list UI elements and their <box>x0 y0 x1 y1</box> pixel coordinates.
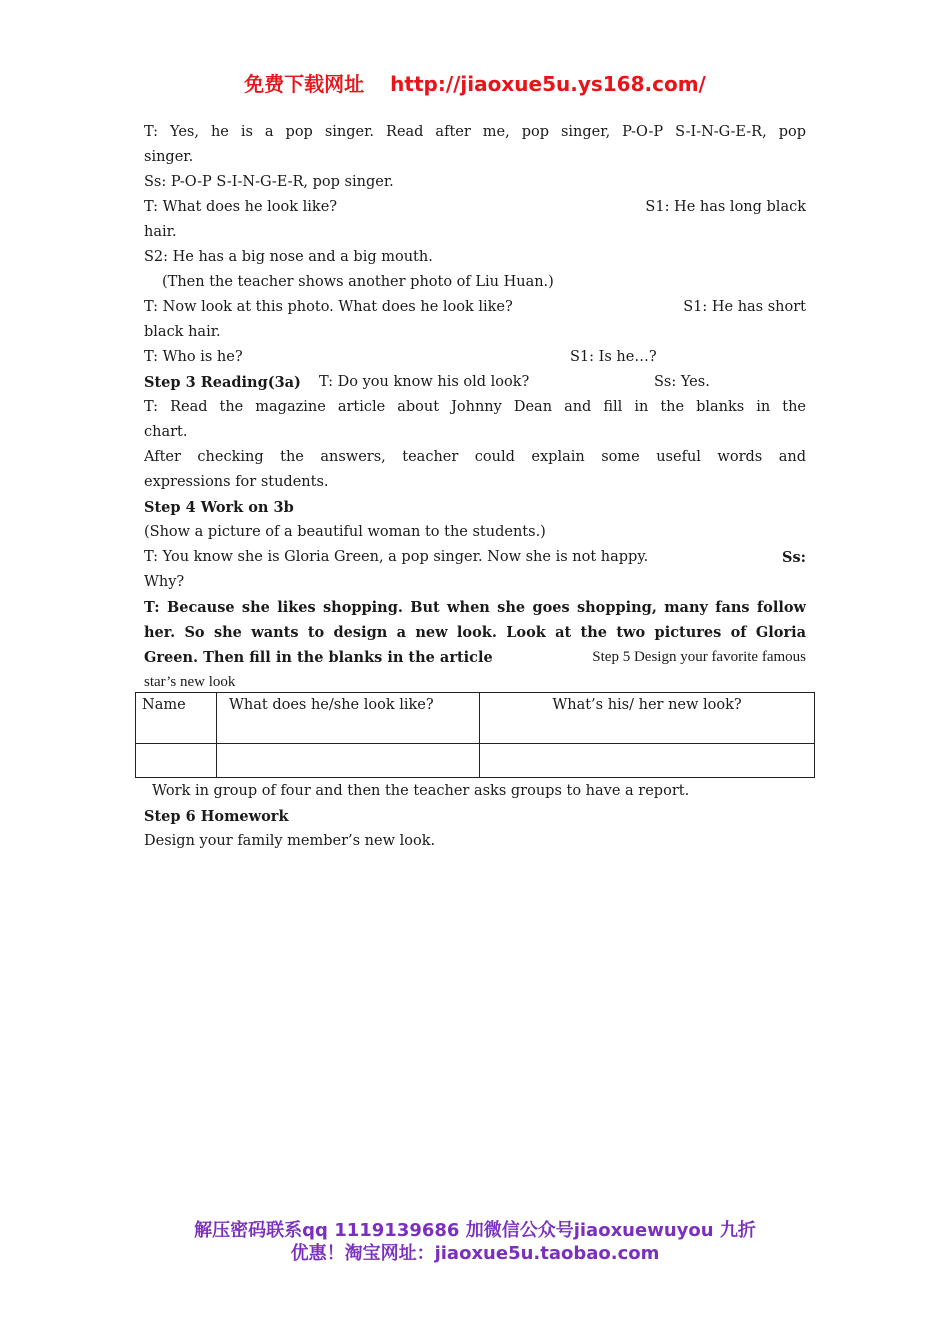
header-url[interactable]: http://jiaoxue5u.ys168.com/ <box>390 72 706 96</box>
text-line: Ss: P-O-P S-I-N-G-E-R, pop singer. <box>144 174 394 190</box>
teacher-question: T: Do you know his old look? <box>319 374 530 390</box>
text-line: chart. <box>144 424 188 440</box>
step-heading: Step 3 Reading(3a) <box>144 374 301 391</box>
text-line <box>144 345 806 370</box>
student-answer: S1: He has short <box>683 299 806 315</box>
header-label: 免费下载网址 <box>244 72 365 96</box>
student-answer: Ss: Yes. <box>654 374 710 390</box>
table-row <box>136 744 815 778</box>
table-header-row <box>136 693 815 744</box>
stage-direction: (Then the teacher shows another photo of Liu Huan.) <box>162 274 554 290</box>
stage-direction: (Show a picture of a beautiful woman to the students.) <box>144 524 546 540</box>
text-line: Work in group of four and then the teacher asks groups to have a report. <box>152 783 690 799</box>
text-line: her. So she wants to design a new look. Look at the two pictures of Gloria <box>144 624 806 641</box>
text-line: T: Read the magazine article about Johnny Dean and fill in the blanks in the <box>144 399 806 415</box>
step-heading: Step 5 Design your favorite famous <box>592 649 806 665</box>
text-line <box>144 295 806 320</box>
teacher-question: T: Who is he? <box>144 349 243 365</box>
text-line: singer. <box>144 149 194 165</box>
text-line <box>144 645 806 670</box>
table-cell <box>480 744 815 778</box>
text-line: expressions for students. <box>144 474 329 490</box>
instruction-bold: Green. Then fill in the blanks in the article <box>144 649 493 666</box>
footer-line-1: 解压密码联系qq 1119139686 加微信公众号jiaoxuewuyou 九折 <box>194 1220 756 1241</box>
table-cell <box>217 744 480 778</box>
student-answer: S1: Is he…? <box>570 349 657 365</box>
design-table <box>135 692 815 778</box>
text-line: T: Yes, he is a pop singer. Read after me, pop singer, P-O-P S-I-N-G-E-R, pop <box>144 124 806 140</box>
footer-line-2: 优惠！淘宝网址：jiaoxue5u.taobao.com <box>290 1243 660 1264</box>
table-header-look: What does he/she look like? <box>217 693 480 744</box>
text-line: T: Because she likes shopping. But when she goes shopping, many fans follow <box>144 599 806 616</box>
step-heading: Step 6 Homework <box>144 808 289 825</box>
text-line <box>144 545 806 570</box>
text-line: Design your family member’s new look. <box>144 833 436 849</box>
lesson-text-end <box>144 779 806 854</box>
student-answer: S1: He has long black <box>645 199 806 215</box>
text-line: Why? <box>144 574 185 590</box>
table-header-name: Name <box>136 693 217 744</box>
text-line: hair. <box>144 224 177 240</box>
text-line <box>144 195 806 220</box>
text-line: star’s new look <box>144 674 236 690</box>
step-heading: Step 4 Work on 3b <box>144 499 294 516</box>
lesson-text <box>144 120 806 695</box>
table-cell <box>136 744 217 778</box>
text-line: After checking the answers, teacher could explain some useful words and <box>144 449 806 465</box>
text-line <box>144 370 806 395</box>
teacher-question: T: Now look at this photo. What does he look like? <box>144 299 513 315</box>
table-header-new-look: What’s his/ her new look? <box>480 693 815 744</box>
text-line: black hair. <box>144 324 221 340</box>
text-line: S2: He has a big nose and a big mouth. <box>144 249 433 265</box>
student-answer: Ss: <box>782 549 806 566</box>
download-header <box>0 68 950 97</box>
teacher-line: T: You know she is Gloria Green, a pop singer. Now she is not happy. <box>144 549 649 565</box>
teacher-question: T: What does he look like? <box>144 199 338 215</box>
